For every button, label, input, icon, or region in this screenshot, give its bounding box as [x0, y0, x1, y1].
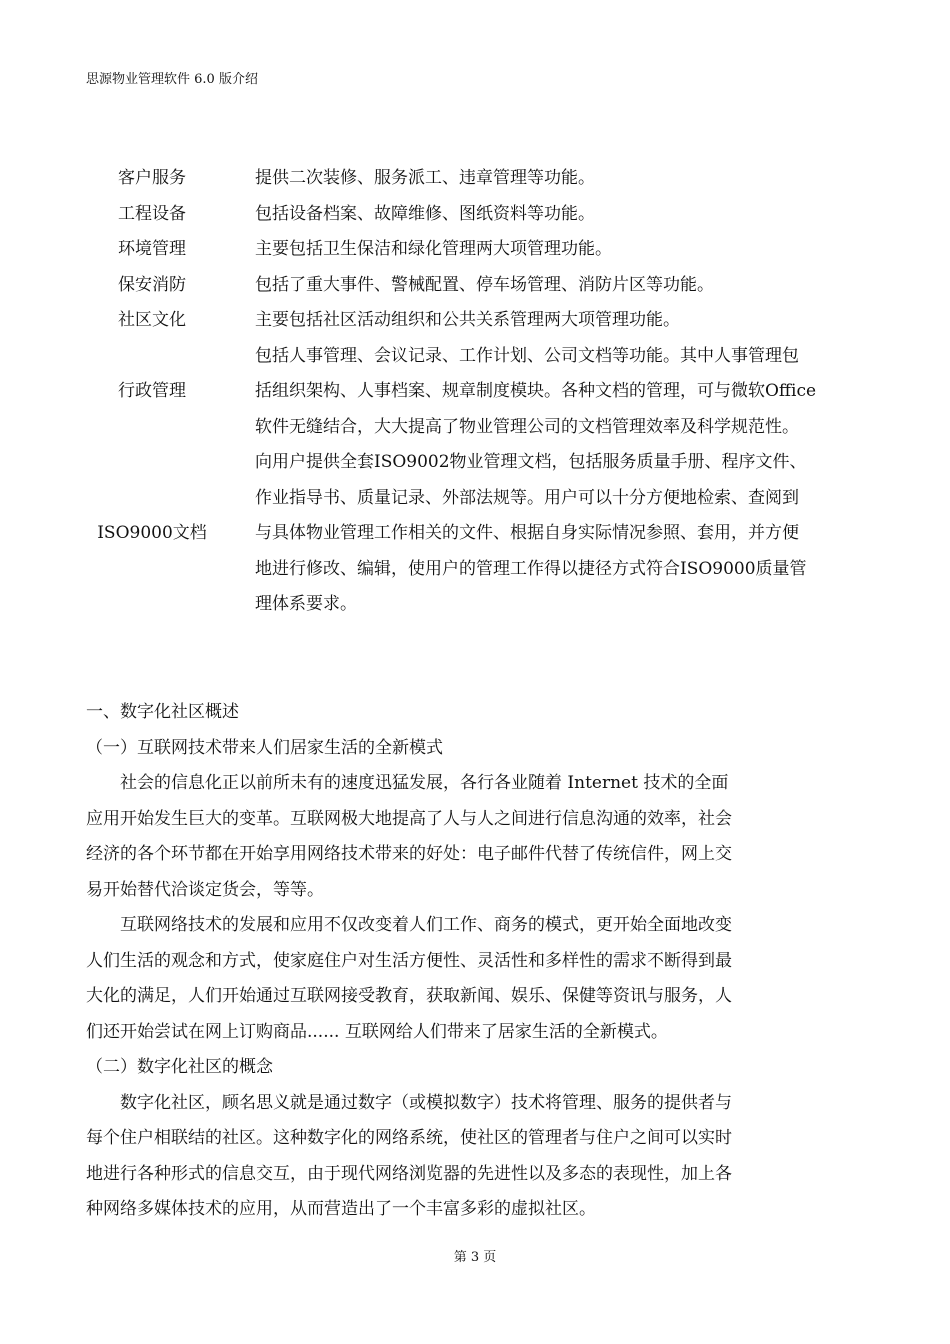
- module-description: [255, 268, 873, 304]
- module-description: [255, 197, 873, 233]
- module-name: 行政管理: [118, 381, 186, 401]
- module-table: [86, 161, 873, 623]
- module-row: [86, 161, 873, 197]
- description-line: 主要包括卫生保洁和绿化管理两大项管理功能。: [255, 239, 612, 259]
- module-name: 社区文化: [118, 310, 186, 330]
- column-gap: [218, 445, 255, 623]
- page-header: 思源物业管理软件 6.0 版介绍: [86, 72, 258, 87]
- paragraph: 数字化社区，顾名思义就是通过数字（或模拟数字）技术将管理、服务的提供者与 每个住户相联结的社区。这种数字化的网络系统，使社区的管理者与住户之间可以实时 地进行各种形式的信息交互，由于现代网络浏览器的先进性以及多态的表现性，加上各 种网络多媒体技术的应用，从而营造出了一个丰富多彩的虚拟社区。: [86, 1092, 732, 1219]
- module-name: ISO9000文档: [97, 523, 207, 543]
- module-description: [255, 339, 873, 446]
- section-digital-community: [86, 695, 808, 1228]
- column-gap: [218, 268, 255, 304]
- subsection-heading: （二）数字化社区的概念: [86, 1057, 273, 1077]
- description-line: 包括了重大事件、警械配置、停车场管理、消防片区等功能。: [255, 274, 714, 295]
- module-row: [86, 268, 873, 304]
- section-heading: 一、数字化社区概述: [86, 702, 239, 722]
- module-name: 保安消防: [118, 274, 186, 295]
- column-gap: [218, 339, 255, 446]
- column-gap: [218, 232, 255, 268]
- module-row: [86, 197, 873, 233]
- page-number: 第 3 页: [453, 1250, 497, 1265]
- column-gap: [218, 303, 255, 339]
- description-line: 包括设备档案、故障维修、图纸资料等功能。: [255, 203, 595, 224]
- module-row: [86, 232, 873, 268]
- subsection-heading: （一）互联网技术带来人们居家生活的全新模式: [86, 737, 443, 758]
- description-line: 作业指导书、质量记录、外部法规等。用户可以十分方便地检索、查阅到: [255, 487, 799, 508]
- description-line: 括组织架构、人事档案、规章制度模块。各种文档的管理，可与微软Office: [255, 381, 817, 401]
- module-row: [86, 339, 873, 446]
- description-line: 向用户提供全套ISO9002物业管理文档，包括服务质量手册、程序文件、: [255, 452, 807, 472]
- module-description: [255, 445, 873, 623]
- description-line: 提供二次装修、服务派工、违章管理等功能。: [255, 168, 595, 188]
- module-name: 工程设备: [118, 203, 186, 224]
- module-description: [255, 161, 873, 197]
- module-name: 客户服务: [118, 168, 186, 188]
- paragraph: 互联网络技术的发展和应用不仅改变着人们工作、商务的模式，更开始全面地改变 人们生活的观念和方式，使家庭住户对生活方便性、灵活性和多样性的需求不断得到最 大化的满足，人们开始通过互联网接受教育，获取新闻、娱乐、保健等资讯与服务，人 们还开始尝试在网上订购商品...... 互联网给人们带来了居家生活的全新模式。: [86, 915, 732, 1042]
- description-line: 地进行修改、编辑，使用户的管理工作得以捷径方式符合ISO9000质量管: [255, 558, 807, 579]
- module-row: [86, 303, 873, 339]
- paragraph: 社会的信息化正以前所未有的速度迅猛发展，各行各业随着 Internet 技术的全面 应用开始发生巨大的变革。互联网极大地提高了人与人之间进行信息沟通的效率，社会 经济的各个环节都在开始享用网络技术带来的好处：电子邮件代替了传统信件，网上交 易开始替代洽谈定货会，等等。: [86, 773, 732, 900]
- description-line: 理体系要求。: [255, 594, 357, 614]
- module-row: [86, 445, 873, 623]
- column-gap: [218, 197, 255, 233]
- description-line: 软件无缝结合，大大提高了物业管理公司的文档管理效率及科学规范性。: [255, 416, 799, 437]
- module-description: [255, 232, 873, 268]
- description-line: 主要包括社区活动组织和公共关系管理两大项管理功能。: [255, 310, 680, 330]
- description-line: 包括人事管理、会议记录、工作计划、公司文档等功能。其中人事管理包: [255, 345, 799, 366]
- description-line: 与具体物业管理工作相关的文件、根据自身实际情况参照、套用，并方便: [255, 523, 799, 543]
- module-name: 环境管理: [118, 239, 186, 259]
- module-description: [255, 303, 873, 339]
- column-gap: [218, 161, 255, 197]
